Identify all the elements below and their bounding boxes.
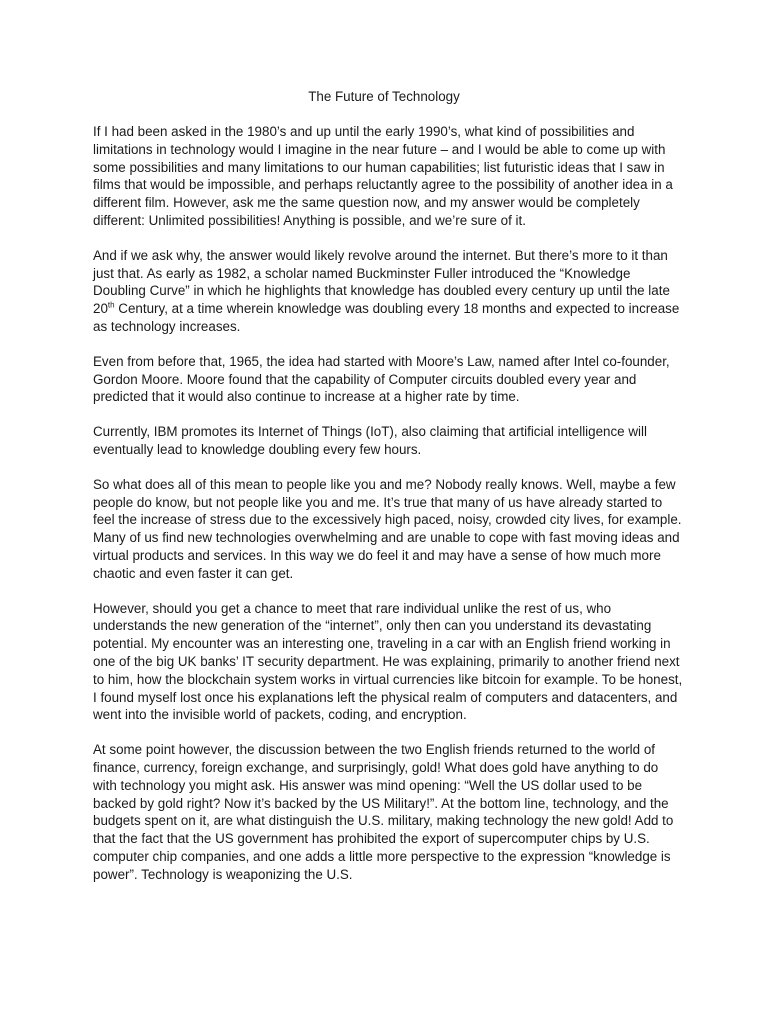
document-title: The Future of Technology: [308, 89, 460, 104]
paragraph-3: Even from before that, 1965, the idea had started with Moore’s Law, named after Intel co-founder, Gordon Moore. Moore found that the capability of Computer circuits doubled every year and predicted that it would also continue to increase at a higher rate by time.: [93, 353, 670, 405]
paragraph-4: Currently, IBM promotes its Internet of Things (IoT), also claiming that artificial intelligence will eventually lead to knowledge doubling every few hours.: [93, 424, 647, 457]
paragraph-2-text-before: And if we ask why, the answer would likely revolve around the internet. But there’s more to it than just that. As early as 1982, a scholar named Buckminster Fuller introduced the “Knowledge Doubling Curve” in which he highlights that knowledge has doubled every century up until the late 20: [93, 247, 670, 317]
paragraph-7: At some point however, the discussion between the two English friends returned to the world of finance, currency, foreign exchange, and surprisingly, gold! What does gold have anything to do with technology you might ask. His answer was mind opening: “Well the US dollar used to be backed by gold right? Now it’s backed by the US Military!”. At the bottom line, technology, and the budgets spent on it, are what distinguish the U.S. military, making technology the new gold! Add to that the fact that the US government has prohibited the export of supercomputer chips by U.S. computer chip companies, and one adds a little more perspective to the expression “knowledge is power”. Technology is weaponizing the U.S.: [93, 742, 674, 882]
paragraph-2: [93, 247, 683, 336]
paragraph-6: However, should you get a chance to meet that rare individual unlike the rest of us, who understands the new generation of the “internet”, only then can you understand its devastating potential. My encounter was an interesting one, traveling in a car with an English friend working in one of the big UK banks’ IT security department. He was explaining, primarily to another friend next to him, how the blockchain system works in virtual currencies like bitcoin for example. To be honest, I found myself lost once his explanations left the physical realm of computers and datacenters, and went into the invisible world of packets, coding, and encryption.: [93, 600, 683, 723]
document-body: [93, 123, 683, 900]
paragraph-1: If I had been asked in the 1980’s and up until the early 1990’s, what kind of possibilities and limitations in technology would I imagine in the near future – and I would be able to come up with some possibilities and many limitations to our human capabilities; list futuristic ideas that I saw in films that would be impossible, and perhaps reluctantly agree to the possibility of another idea in a different film. However, ask me the same question now, and my answer would be completely different: Unlimited possibilities! Anything is possible, and we’re sure of it.: [93, 124, 673, 228]
paragraph-2-text-after: Century, at a time wherein knowledge was doubling every 18 months and expected to increase as technology increases.: [93, 301, 680, 334]
ordinal-superscript: th: [107, 300, 115, 310]
paragraph-5: So what does all of this mean to people like you and me? Nobody really knows. Well, maybe a few people do know, but not people like you and me. It’s true that many of us have already started to feel the increase of stress due to the excessively high paced, noisy, crowded city lives, for example. Many of us find new technologies overwhelming and are unable to cope with fast moving ideas and virtual products and services. In this way we do feel it and may have a sense of how much more chaotic and even faster it can get.: [93, 476, 682, 581]
